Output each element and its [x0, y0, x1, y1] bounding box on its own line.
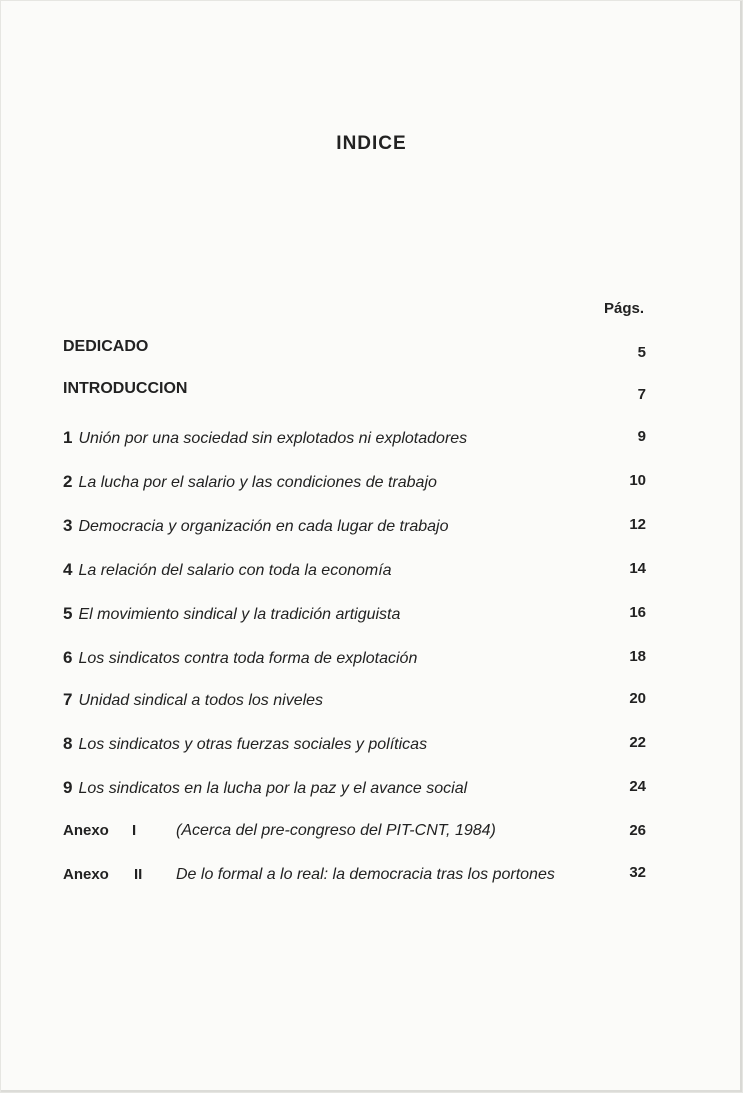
chapter-number: 3: [63, 516, 73, 535]
annex-label: Anexo: [63, 822, 109, 839]
toc-entry-dedicado: [63, 338, 646, 362]
chapter-title: Unidad sindical a todos los niveles: [78, 692, 324, 709]
toc-entry-label: DEDICADO: [63, 338, 149, 355]
chapter-number: 1: [63, 428, 73, 447]
annex-title: De lo formal a lo real: la democracia tras los portones: [176, 866, 555, 883]
toc-entry-chapter-3: [63, 516, 646, 540]
toc-entry-chapter-7: [63, 690, 646, 714]
toc-entry-page: 32: [629, 864, 646, 881]
chapter-number: 7: [63, 690, 73, 709]
annex-title: (Acerca del pre-congreso del PIT-CNT, 1984): [176, 822, 496, 839]
toc-entry-chapter-9: [63, 778, 646, 802]
toc-entry-chapter-4: [63, 560, 646, 584]
toc-entry-annex-2: [63, 866, 646, 890]
chapter-number: 9: [63, 778, 73, 797]
chapter-number: 6: [63, 648, 73, 667]
pages-column-header: Págs.: [603, 300, 644, 317]
toc-entry-page: 22: [629, 734, 646, 751]
toc-entry-introduccion: [63, 380, 646, 404]
toc-entry-chapter-8: [63, 734, 646, 758]
chapter-title: El movimiento sindical y la tradición artiguista: [78, 606, 401, 623]
toc-entry-chapter-2: [63, 472, 646, 496]
chapter-number: 4: [63, 560, 73, 579]
toc-entry-page: 16: [629, 604, 646, 621]
toc-entry-page: 9: [637, 428, 646, 445]
chapter-number: 2: [63, 472, 73, 491]
toc-entry-annex-1: [63, 822, 646, 846]
chapter-title: La relación del salario con toda la economía: [78, 562, 392, 579]
toc-entry-label: INTRODUCCION: [63, 380, 188, 397]
toc-entry-page: 5: [637, 344, 646, 361]
chapter-number: 8: [63, 734, 73, 753]
toc-entry-page: 18: [629, 648, 646, 665]
toc-entry-page: 12: [629, 516, 646, 533]
chapter-title: Los sindicatos y otras fuerzas sociales y políticas: [78, 736, 428, 753]
annex-number: II: [134, 866, 143, 883]
chapter-title: Los sindicatos contra toda forma de explotación: [78, 650, 418, 667]
toc-entry-chapter-6: [63, 648, 646, 672]
page-title: INDICE: [336, 133, 407, 154]
toc-entry-chapter-5: [63, 604, 646, 628]
chapter-title: Los sindicatos en la lucha por la paz y el avance social: [78, 780, 468, 797]
annex-label: Anexo: [63, 866, 109, 883]
chapter-title: Unión por una sociedad sin explotados ni explotadores: [78, 430, 468, 447]
chapter-title: Democracia y organización en cada lugar de trabajo: [78, 518, 449, 535]
toc-entry-page: 14: [629, 560, 646, 577]
toc-entry-chapter-1: [63, 428, 646, 452]
toc-entry-page: 10: [629, 472, 646, 489]
toc-entry-page: 24: [629, 778, 646, 795]
toc-entry-page: 26: [629, 822, 646, 839]
annex-number: I: [132, 822, 137, 839]
chapter-title: La lucha por el salario y las condiciones de trabajo: [78, 474, 437, 491]
toc-entry-page: 7: [637, 386, 646, 403]
toc-entry-page: 20: [629, 690, 646, 707]
chapter-number: 5: [63, 604, 73, 623]
